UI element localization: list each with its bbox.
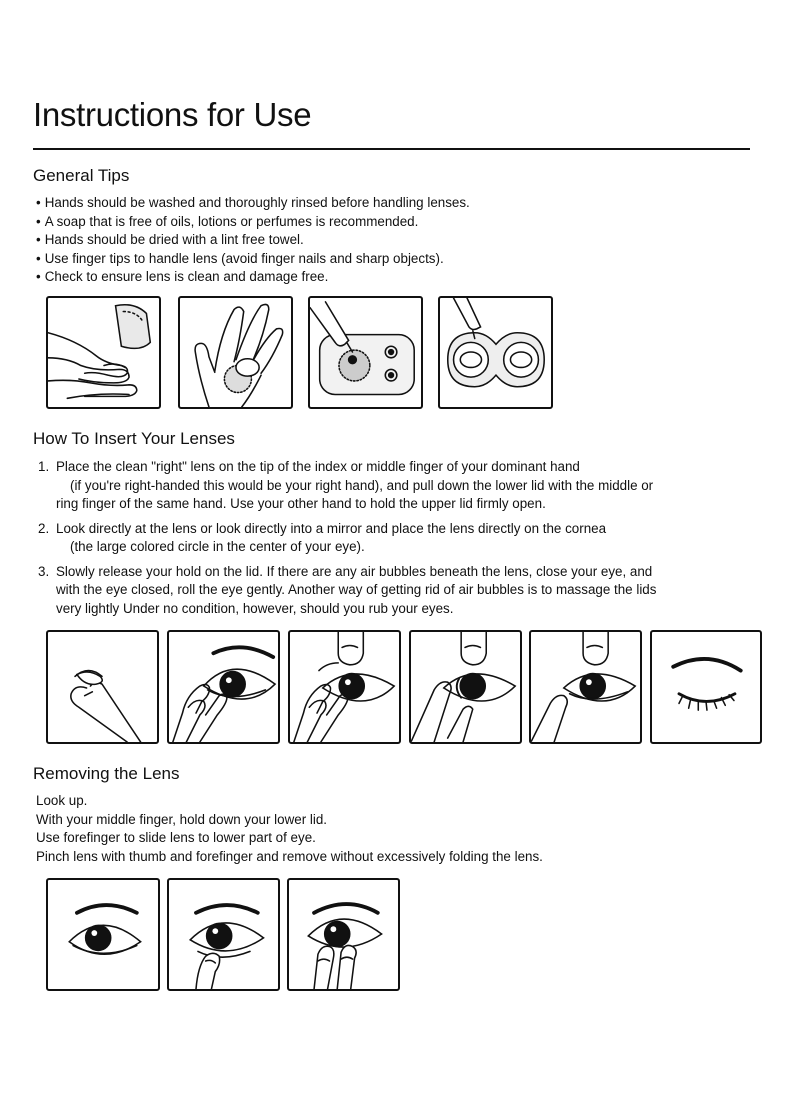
removing-heading: Removing the Lens [33,764,180,783]
removing-line: Look up. [36,793,88,808]
insert-steps [38,458,758,624]
illustration-look-up [46,878,160,991]
title-divider [33,148,750,150]
step-line: (if you're right-handed this would be your right hand), and pull down the lower lid with the middle or [70,477,654,493]
removing-line: Use forefinger to slide lens to lower part of eye. [36,830,316,845]
illustration-pinch-lens [287,878,400,991]
tip-item: • Hands should be dried with a lint free towel. [36,231,470,250]
illustration-closed-eye [650,630,762,744]
step-number: 3. [38,563,50,579]
illustration-washing-hands [46,296,161,409]
step-line: Slowly release your hold on the lid. If there are any air bubbles beneath the lens, close your eye, and [56,563,653,579]
illustration-hold-down-lower-lid [167,878,280,991]
tip-item: • A soap that is free of oils, lotions or perfumes is recommended. [36,213,470,232]
insert-step [38,458,758,514]
illustration-hold-upper-lid [288,630,401,744]
removing-line: With your middle finger, hold down your lower lid. [36,811,328,827]
illustration-lens-case-rinse [308,296,423,409]
general-tips-list [36,194,470,287]
illustration-lens-on-finger [46,630,159,744]
illustration-pull-lower-lid [167,630,280,744]
page-title: Instructions for Use [33,96,312,133]
step-line: Look directly at the lens or look directly into a mirror and place the lens directly on the cornea [56,520,607,536]
illustration-filling-lens-case [438,296,553,409]
illustration-lens-on-fingertip [178,296,293,409]
insert-step [38,520,758,557]
illustration-release-lid [529,630,642,744]
tip-item: • Use finger tips to handle lens (avoid finger nails and sharp objects). [36,250,470,269]
step-line: with the eye closed, roll the eye gently. Another way of getting rid of air bubbles is to massage the lids [56,582,657,597]
general-tips-heading: General Tips [33,166,130,185]
insert-heading: How To Insert Your Lenses [33,429,235,448]
insert-step [38,563,758,619]
step-line: ring finger of the same hand. Use your other hand to hold the upper lid firmly open. [56,496,546,511]
illustration-place-lens-on-cornea [409,630,522,744]
removing-instructions [36,792,543,866]
tip-item: • Check to ensure lens is clean and damage free. [36,268,470,287]
step-number: 1. [38,459,50,474]
step-line: (the large colored circle in the center of your eye). [70,539,365,554]
tip-item: • Hands should be washed and thoroughly rinsed before handling lenses. [36,194,470,213]
step-line: Place the clean "right" lens on the tip of the index or middle finger of your dominant hand [56,459,580,474]
step-line: very lightly Under no condition, however, should you rub your eyes. [56,600,454,616]
step-number: 2. [38,520,50,536]
removing-line: Pinch lens with thumb and forefinger and remove without excessively folding the lens. [36,848,543,864]
